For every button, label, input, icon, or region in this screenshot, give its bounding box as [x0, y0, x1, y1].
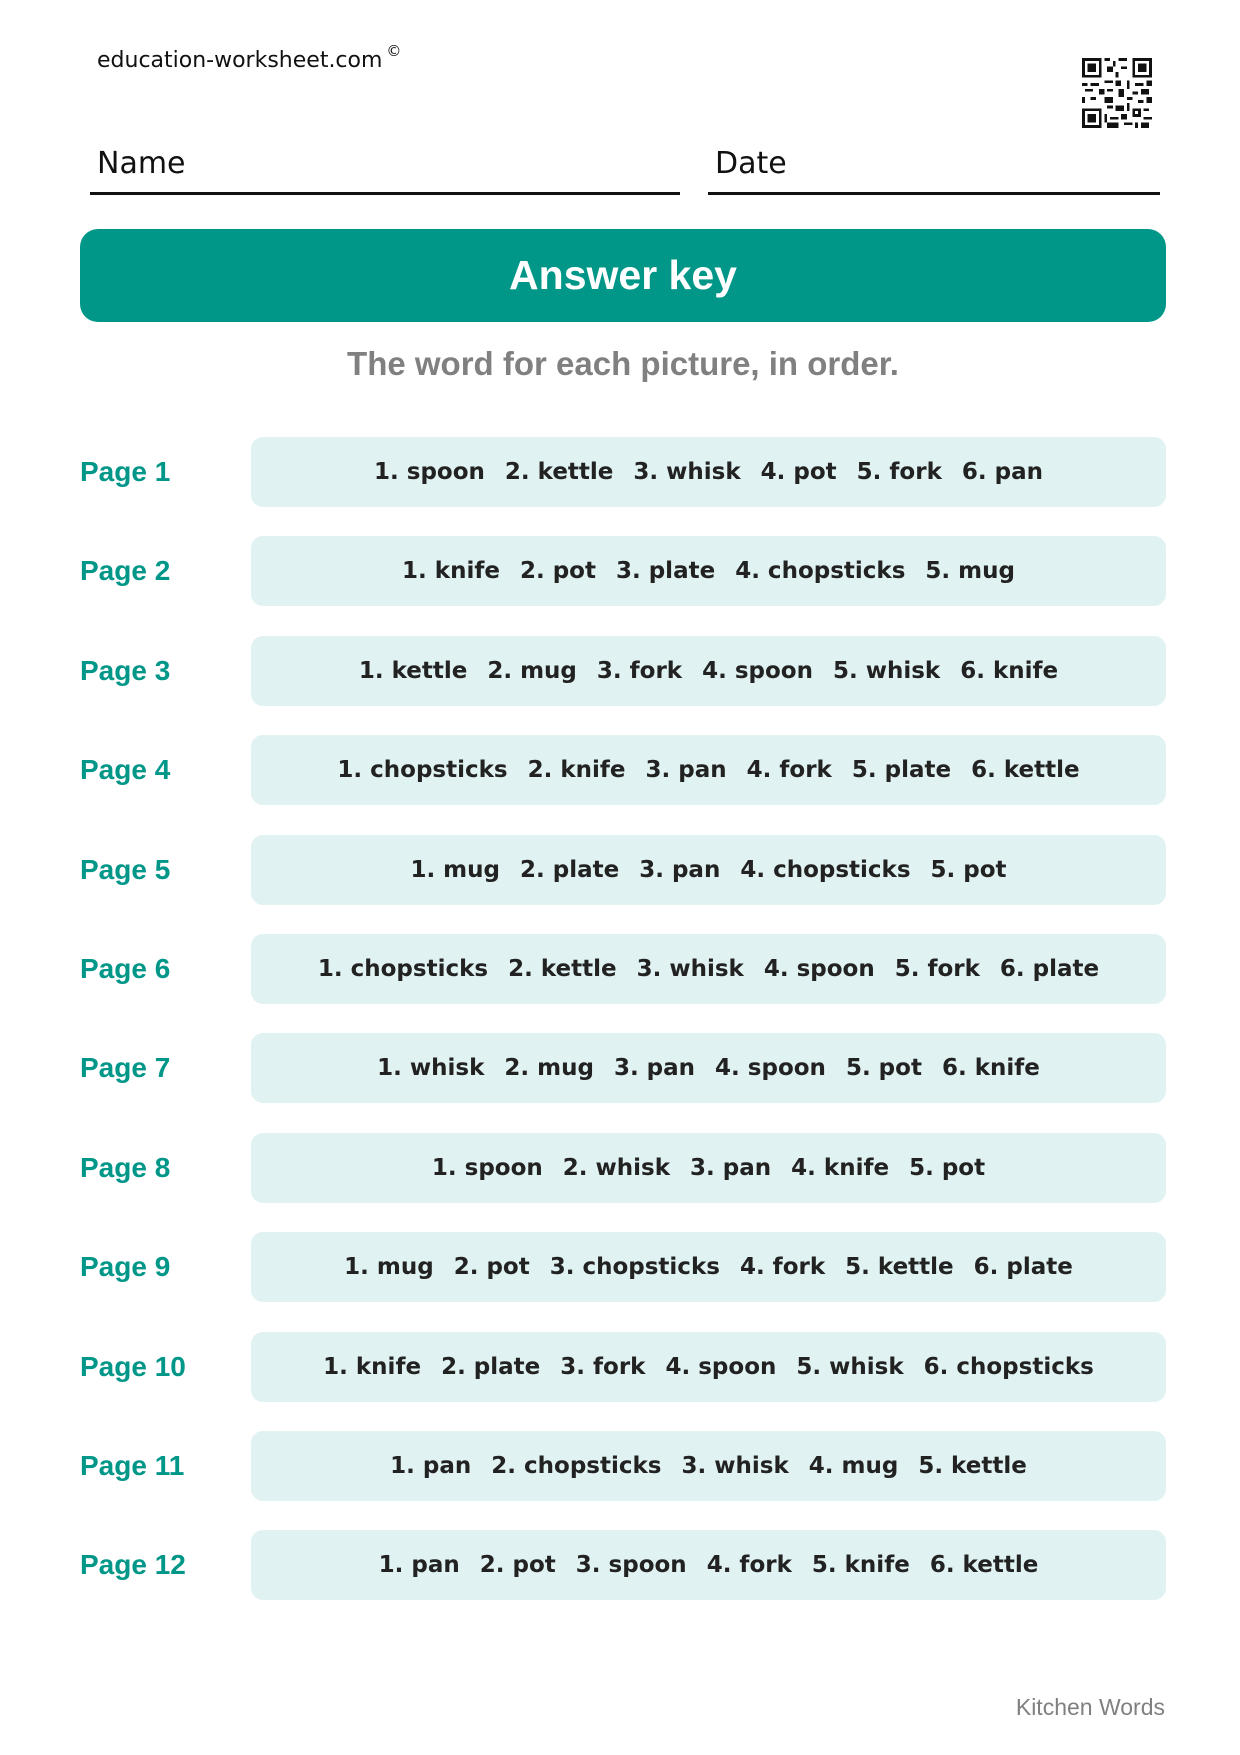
name-field[interactable]	[90, 140, 680, 195]
answer-row	[0, 1332, 1240, 1402]
page-title: Answer key	[509, 252, 737, 298]
answers-box	[251, 536, 1166, 606]
answers-box	[251, 636, 1166, 706]
answer-item: 2. pot	[519, 558, 596, 584]
answer-item: 6. chopsticks	[923, 1354, 1094, 1380]
answers-box	[251, 735, 1166, 805]
answer-item: 6. plate	[999, 956, 1100, 982]
answer-item: 5. mug	[925, 558, 1015, 584]
answer-item: 1. mug	[410, 857, 500, 883]
answer-item: 4. spoon	[665, 1354, 777, 1380]
answer-item: 2. chopsticks	[491, 1453, 662, 1479]
answer-row	[0, 1133, 1240, 1203]
answer-item: 4. spoon	[702, 658, 813, 684]
answer-row	[0, 934, 1240, 1004]
site-credit	[97, 42, 402, 73]
answer-row	[0, 1033, 1240, 1103]
answer-row	[0, 636, 1240, 706]
answer-item: 6. pan	[961, 459, 1043, 485]
answer-item: 1. knife	[323, 1354, 422, 1380]
answer-item: 4. chopsticks	[740, 857, 911, 883]
page-label: Page 9	[80, 1251, 171, 1282]
answer-item: 5. kettle	[845, 1254, 954, 1280]
answer-item: 3. chopsticks	[549, 1254, 720, 1280]
footer-title: Kitchen Words	[1015, 1694, 1165, 1720]
answer-item: 2. mug	[504, 1055, 594, 1081]
answer-item: 5. plate	[851, 757, 952, 783]
answer-item: 3. pan	[639, 857, 721, 883]
answer-item: 1. spoon	[431, 1155, 543, 1181]
answer-item: 2. kettle	[508, 956, 617, 982]
answer-row	[0, 1431, 1240, 1501]
subtitle: The word for each picture, in order.	[347, 345, 899, 382]
answer-item: 3. fork	[596, 658, 683, 684]
answer-row	[0, 1232, 1240, 1302]
answer-item: 2. knife	[527, 757, 626, 783]
answer-item: 6. kettle	[971, 757, 1080, 783]
answer-item: 3. pan	[613, 1055, 696, 1081]
answer-item: 3. pan	[645, 757, 727, 783]
answer-item: 3. whisk	[633, 459, 741, 485]
answer-item: 1. kettle	[358, 658, 468, 684]
answer-item: 4. mug	[808, 1453, 899, 1479]
page-label: Page 5	[80, 854, 171, 885]
answer-item: 6. knife	[960, 658, 1059, 684]
answer-item: 2. pot	[479, 1552, 556, 1578]
answer-item: 1. pan	[378, 1552, 460, 1578]
page-label: Page 1	[80, 456, 171, 487]
answer-row	[0, 735, 1240, 805]
date-field[interactable]	[708, 140, 1160, 195]
answers-box	[251, 1332, 1166, 1402]
name-label: Name	[97, 146, 186, 181]
answer-item: 2. whisk	[562, 1155, 671, 1181]
answer-item: 2. mug	[487, 658, 577, 684]
page-label: Page 3	[80, 655, 171, 686]
answer-item: 3. whisk	[636, 956, 744, 982]
page-label: Page 11	[80, 1450, 185, 1481]
page-label: Page 12	[80, 1549, 186, 1580]
answer-item: 5. whisk	[796, 1354, 904, 1380]
answer-row	[0, 437, 1240, 507]
answer-item: 1. knife	[402, 558, 500, 584]
answer-item: 4. pot	[760, 459, 837, 485]
answer-item: 6. kettle	[929, 1552, 1039, 1578]
answer-item: 3. plate	[615, 558, 716, 584]
answer-item: 3. spoon	[575, 1552, 687, 1578]
answer-item: 3. fork	[560, 1354, 646, 1380]
answers-box	[251, 934, 1166, 1004]
answers-box	[251, 1431, 1166, 1501]
answer-item: 5. kettle	[918, 1453, 1027, 1479]
answer-item: 2. kettle	[504, 459, 614, 485]
answer-item: 3. whisk	[681, 1453, 789, 1479]
page-label: Page 10	[80, 1351, 186, 1382]
page-label: Page 6	[80, 953, 171, 984]
answer-item: 5. fork	[894, 956, 980, 982]
answer-item: 1. spoon	[374, 459, 485, 485]
answer-row	[0, 536, 1240, 606]
answer-item: 1. chopsticks	[317, 956, 489, 982]
answer-item: 6. plate	[973, 1254, 1073, 1280]
answer-item: 6. knife	[941, 1055, 1040, 1081]
copyright-symbol: ©	[386, 42, 402, 60]
date-label: Date	[715, 146, 787, 181]
page-label: Page 4	[80, 754, 171, 785]
page-label: Page 7	[80, 1052, 171, 1083]
site-name: education-worksheet.com	[97, 48, 383, 73]
answer-item: 1. mug	[344, 1254, 434, 1280]
answer-item: 5. fork	[856, 459, 942, 485]
title-banner	[80, 229, 1166, 322]
answer-item: 1. pan	[390, 1453, 472, 1479]
answers-box	[251, 437, 1166, 507]
answers-box	[251, 835, 1166, 905]
answer-row	[0, 1530, 1240, 1600]
answer-item: 5. whisk	[832, 658, 941, 684]
answers-box	[251, 1033, 1166, 1103]
answer-item: 4. chopsticks	[735, 558, 906, 584]
answer-item: 1. whisk	[377, 1055, 485, 1081]
answer-item: 5. pot	[845, 1055, 922, 1081]
answer-item: 3. pan	[690, 1155, 772, 1181]
answer-item: 4. fork	[746, 757, 832, 783]
answer-row	[0, 835, 1240, 905]
answer-item: 1. chopsticks	[337, 757, 508, 783]
answers-box	[251, 1232, 1166, 1302]
answer-item: 2. pot	[453, 1254, 530, 1280]
answer-item: 2. plate	[520, 857, 620, 883]
page-label: Page 8	[80, 1152, 171, 1183]
answer-item: 5. pot	[930, 857, 1007, 883]
answer-item: 5. pot	[909, 1155, 986, 1181]
answer-item: 4. fork	[739, 1254, 826, 1280]
answer-item: 4. knife	[791, 1155, 890, 1181]
answer-item: 2. plate	[441, 1354, 541, 1380]
answers-box	[251, 1530, 1166, 1600]
answer-item: 5. knife	[811, 1552, 910, 1578]
answers-box	[251, 1133, 1166, 1203]
answer-item: 4. fork	[706, 1552, 792, 1578]
answer-item: 4. spoon	[763, 956, 875, 982]
qr-code-icon	[1082, 58, 1152, 128]
page-label: Page 2	[80, 555, 171, 586]
answer-item: 4. spoon	[715, 1055, 826, 1081]
